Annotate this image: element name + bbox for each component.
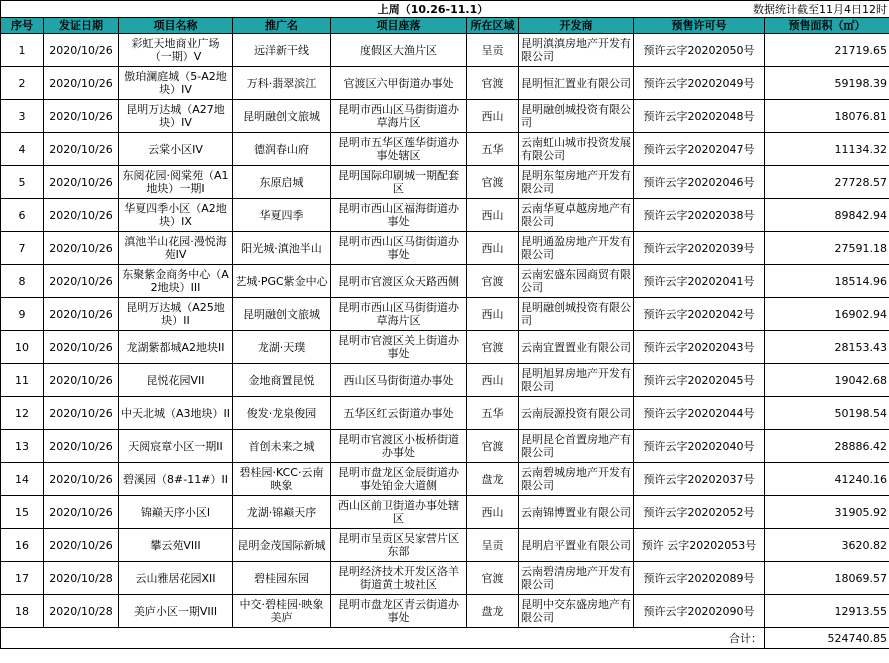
- cell-project[interactable]: 天阅宸章小区一期II: [119, 430, 233, 463]
- cell-developer[interactable]: 昆明融创城投资有限公司: [519, 298, 634, 331]
- cell-no[interactable]: 17: [1, 562, 44, 595]
- table-row: [1, 265, 889, 298]
- table-row: [1, 67, 889, 100]
- cell-district[interactable]: 官渡: [467, 166, 519, 199]
- cell-promo[interactable]: 远洋新干线: [233, 34, 331, 67]
- title-spacer-left: [1, 1, 233, 18]
- table-row: [1, 232, 889, 265]
- cell-permit[interactable]: 预许云字20202037号: [634, 463, 765, 496]
- cell-location[interactable]: 五华区红云街道办事处: [331, 397, 467, 430]
- table-row: [1, 133, 889, 166]
- cell-permit[interactable]: 预许云字20202049号: [634, 67, 765, 100]
- cell-district[interactable]: 西山: [467, 298, 519, 331]
- cell-district[interactable]: 呈贡: [467, 529, 519, 562]
- cell-location[interactable]: 昆明市官渡区关上街道办事处: [331, 331, 467, 364]
- cell-promo[interactable]: 艺城·PGC紫金中心: [233, 265, 331, 298]
- cell-no[interactable]: 4: [1, 133, 44, 166]
- table-row: [1, 496, 889, 529]
- cell-promo[interactable]: 东原启城: [233, 166, 331, 199]
- cell-area[interactable]: 19042.68: [765, 364, 889, 397]
- cell-developer[interactable]: 昆明启平置业有限公司: [519, 529, 634, 562]
- cell-promo[interactable]: 碧桂园·KCC·云南映象: [233, 463, 331, 496]
- cell-district[interactable]: 盘龙: [467, 595, 519, 628]
- col-header-date[interactable]: 发证日期: [44, 18, 119, 34]
- report-period-title: 上周（10.26-11.1）: [233, 1, 634, 18]
- col-header-developer[interactable]: 开发商: [519, 18, 634, 34]
- cell-date[interactable]: 2020/10/26: [44, 298, 119, 331]
- cell-district[interactable]: 官渡: [467, 562, 519, 595]
- cell-project[interactable]: 彩虹天地商业广场（一期）V: [119, 34, 233, 67]
- cell-date[interactable]: 2020/10/26: [44, 463, 119, 496]
- cell-developer[interactable]: 云南宏盛东园商贸有限公司: [519, 265, 634, 298]
- cell-promo[interactable]: 德润春山府: [233, 133, 331, 166]
- cell-permit[interactable]: 预许云字20202050号: [634, 34, 765, 67]
- cell-permit[interactable]: 预许 云字20202053号: [634, 529, 765, 562]
- total-row: [1, 628, 889, 649]
- cell-project[interactable]: 锦巅天序小区I: [119, 496, 233, 529]
- data-cutoff-note: 数据统计截至11月4日12时: [634, 1, 889, 18]
- cell-no[interactable]: 5: [1, 166, 44, 199]
- cell-permit[interactable]: 预许云字20202042号: [634, 298, 765, 331]
- cell-project[interactable]: 昆悦花园VII: [119, 364, 233, 397]
- cell-location[interactable]: 昆明市五华区莲华街道办事处辖区: [331, 133, 467, 166]
- cell-location[interactable]: 昆明市西山区福海街道办事处: [331, 199, 467, 232]
- cell-area[interactable]: 89842.94: [765, 199, 889, 232]
- cell-promo[interactable]: 昆明融创文旅城: [233, 298, 331, 331]
- cell-area[interactable]: 50198.54: [765, 397, 889, 430]
- cell-promo[interactable]: 俊发·龙泉俊园: [233, 397, 331, 430]
- cell-district[interactable]: 五华: [467, 397, 519, 430]
- cell-no[interactable]: 7: [1, 232, 44, 265]
- cell-no[interactable]: 16: [1, 529, 44, 562]
- cell-area[interactable]: 18514.96: [765, 265, 889, 298]
- table-row: [1, 34, 889, 67]
- cell-location[interactable]: 官渡区六甲街道办事处: [331, 67, 467, 100]
- cell-area[interactable]: 21719.65: [765, 34, 889, 67]
- cell-permit[interactable]: 预许云字20202044号: [634, 397, 765, 430]
- cell-no[interactable]: 14: [1, 463, 44, 496]
- col-header-no[interactable]: 序号: [1, 18, 44, 34]
- total-spacer: [1, 628, 634, 649]
- cell-area[interactable]: 59198.39: [765, 67, 889, 100]
- cell-developer[interactable]: 昆明旭昇房地产开发有限公司: [519, 364, 634, 397]
- cell-promo[interactable]: 首创未来之城: [233, 430, 331, 463]
- cell-no[interactable]: 9: [1, 298, 44, 331]
- cell-permit[interactable]: 预许云字20202046号: [634, 166, 765, 199]
- table-row: [1, 529, 889, 562]
- table-row: [1, 463, 889, 496]
- table-row: [1, 199, 889, 232]
- table-row: [1, 298, 889, 331]
- cell-developer[interactable]: 昆明恒汇置业有限公司: [519, 67, 634, 100]
- cell-no[interactable]: 1: [1, 34, 44, 67]
- cell-date[interactable]: 2020/10/28: [44, 595, 119, 628]
- cell-permit[interactable]: 预许云字20202039号: [634, 232, 765, 265]
- cell-developer[interactable]: 云南宜置置业有限公司: [519, 331, 634, 364]
- cell-no[interactable]: 11: [1, 364, 44, 397]
- table-row: [1, 595, 889, 628]
- cell-date[interactable]: 2020/10/26: [44, 430, 119, 463]
- cell-date[interactable]: 2020/10/26: [44, 67, 119, 100]
- cell-project[interactable]: 中天北城（A3地块）II: [119, 397, 233, 430]
- cell-district[interactable]: 盘龙: [467, 463, 519, 496]
- cell-project[interactable]: 东聚紫金商务中心（A2地块）III: [119, 265, 233, 298]
- cell-project[interactable]: 东阅花园·阅棠苑（A1地块）一期I: [119, 166, 233, 199]
- cell-developer[interactable]: 云南虹山城市投资发展有限公司: [519, 133, 634, 166]
- cell-project[interactable]: 攀云苑VIII: [119, 529, 233, 562]
- cell-project[interactable]: 昆明万达城（A27地块）IV: [119, 100, 233, 133]
- cell-date[interactable]: 2020/10/26: [44, 232, 119, 265]
- cell-no[interactable]: 10: [1, 331, 44, 364]
- cell-date[interactable]: 2020/10/26: [44, 166, 119, 199]
- cell-area[interactable]: 28153.43: [765, 331, 889, 364]
- cell-permit[interactable]: 预许云字20202047号: [634, 133, 765, 166]
- total-value[interactable]: 524740.85: [765, 628, 889, 649]
- cell-location[interactable]: 昆明市官渡区众天路西侧: [331, 265, 467, 298]
- cell-permit[interactable]: 预许云字20202048号: [634, 100, 765, 133]
- cell-permit[interactable]: 预许云字20202041号: [634, 265, 765, 298]
- cell-location[interactable]: 昆明市呈贡区吴家营片区东部: [331, 529, 467, 562]
- cell-area[interactable]: 31905.92: [765, 496, 889, 529]
- cell-date[interactable]: 2020/10/26: [44, 100, 119, 133]
- cell-location[interactable]: 昆明国际印刷城一期配套区: [331, 166, 467, 199]
- cell-project[interactable]: 云山雅居花园XII: [119, 562, 233, 595]
- cell-date[interactable]: 2020/10/28: [44, 562, 119, 595]
- cell-promo[interactable]: 龙湖·天璞: [233, 331, 331, 364]
- table-row: [1, 100, 889, 133]
- cell-developer[interactable]: 昆明通盈房地产开发有限公司: [519, 232, 634, 265]
- cell-developer[interactable]: 云南锦博置业有限公司: [519, 496, 634, 529]
- cell-no[interactable]: 6: [1, 199, 44, 232]
- cell-area[interactable]: 12913.55: [765, 595, 889, 628]
- cell-district[interactable]: 官渡: [467, 331, 519, 364]
- cell-developer[interactable]: 昆明滇滇房地产开发有限公司: [519, 34, 634, 67]
- cell-no[interactable]: 13: [1, 430, 44, 463]
- cell-date[interactable]: 2020/10/26: [44, 331, 119, 364]
- cell-project[interactable]: 昆明万达城（A25地块）II: [119, 298, 233, 331]
- cell-promo[interactable]: 华夏四季: [233, 199, 331, 232]
- cell-date[interactable]: 2020/10/26: [44, 529, 119, 562]
- col-header-location[interactable]: 项目座落: [331, 18, 467, 34]
- cell-project[interactable]: 滇池半山花园·漫悦海苑IV: [119, 232, 233, 265]
- cell-promo[interactable]: 龙湖·锦巅天序: [233, 496, 331, 529]
- cell-location[interactable]: 昆明经济技术开发区洛羊街道黄土坡社区: [331, 562, 467, 595]
- cell-no[interactable]: 2: [1, 67, 44, 100]
- cell-district[interactable]: 官渡: [467, 430, 519, 463]
- col-header-project[interactable]: 项目名称: [119, 18, 233, 34]
- cell-promo[interactable]: 万科·翡翠滨江: [233, 67, 331, 100]
- table-row: [1, 364, 889, 397]
- header-row: [1, 18, 889, 34]
- cell-promo[interactable]: 昆明金茂国际新城: [233, 529, 331, 562]
- cell-district[interactable]: 西山: [467, 232, 519, 265]
- total-label: 合计：: [634, 628, 765, 649]
- cell-no[interactable]: 18: [1, 595, 44, 628]
- cell-location[interactable]: 昆明市西山区马街街道办草海片区: [331, 100, 467, 133]
- cell-area[interactable]: 28886.42: [765, 430, 889, 463]
- col-header-permit[interactable]: 预售许可号: [634, 18, 765, 34]
- cell-project[interactable]: 龙湖紫都城A2地块II: [119, 331, 233, 364]
- cell-promo[interactable]: 中交·碧桂园·映象美庐: [233, 595, 331, 628]
- cell-location[interactable]: 昆明市西山区马街街道办事处: [331, 232, 467, 265]
- cell-date[interactable]: 2020/10/26: [44, 496, 119, 529]
- cell-developer[interactable]: 昆明昆仑首置房地产有限公司: [519, 430, 634, 463]
- cell-location[interactable]: 昆明市盘龙区青云街道办事处: [331, 595, 467, 628]
- cell-district[interactable]: 呈贡: [467, 34, 519, 67]
- cell-district[interactable]: 西山: [467, 199, 519, 232]
- cell-no[interactable]: 15: [1, 496, 44, 529]
- cell-location[interactable]: 西山区前卫街道办事处辖区: [331, 496, 467, 529]
- cell-permit[interactable]: 预许云字20202045号: [634, 364, 765, 397]
- cell-location[interactable]: 西山区马街街道办事处: [331, 364, 467, 397]
- cell-area[interactable]: 27728.57: [765, 166, 889, 199]
- cell-area[interactable]: 27591.18: [765, 232, 889, 265]
- cell-developer[interactable]: 云南华夏卓越房地产有限公司: [519, 199, 634, 232]
- cell-area[interactable]: 18069.57: [765, 562, 889, 595]
- cell-district[interactable]: 五华: [467, 133, 519, 166]
- cell-area[interactable]: 3620.82: [765, 529, 889, 562]
- cell-promo[interactable]: 昆明融创文旅城: [233, 100, 331, 133]
- cell-no[interactable]: 8: [1, 265, 44, 298]
- cell-developer[interactable]: 云南碧清房地产开发有限公司: [519, 562, 634, 595]
- cell-date[interactable]: 2020/10/26: [44, 199, 119, 232]
- cell-developer[interactable]: 昆明中交东盛房地产有限公司: [519, 595, 634, 628]
- cell-area[interactable]: 41240.16: [765, 463, 889, 496]
- table-row: [1, 331, 889, 364]
- cell-promo[interactable]: 金地商置昆悦: [233, 364, 331, 397]
- cell-project[interactable]: 美庐小区一期VIII: [119, 595, 233, 628]
- cell-district[interactable]: 西山: [467, 496, 519, 529]
- col-header-area[interactable]: 预售面积（㎡）: [765, 18, 889, 34]
- cell-developer[interactable]: 昆明融创城投资有限公司: [519, 100, 634, 133]
- cell-promo[interactable]: 碧桂园东园: [233, 562, 331, 595]
- cell-date[interactable]: 2020/10/26: [44, 397, 119, 430]
- cell-district[interactable]: 官渡: [467, 265, 519, 298]
- cell-permit[interactable]: 预许云字20202089号: [634, 562, 765, 595]
- cell-developer[interactable]: 昆明东玺房地产开发有限公司: [519, 166, 634, 199]
- cell-permit[interactable]: 预许云字20202052号: [634, 496, 765, 529]
- table-row: [1, 166, 889, 199]
- cell-date[interactable]: 2020/10/26: [44, 133, 119, 166]
- cell-district[interactable]: 西山: [467, 100, 519, 133]
- cell-area[interactable]: 18076.81: [765, 100, 889, 133]
- cell-location[interactable]: 昆明市盘龙区金辰街道办事处铂金大道侧: [331, 463, 467, 496]
- cell-project[interactable]: 云棠小区IV: [119, 133, 233, 166]
- table-row: [1, 397, 889, 430]
- cell-no[interactable]: 3: [1, 100, 44, 133]
- cell-area[interactable]: 11134.32: [765, 133, 889, 166]
- cell-location[interactable]: 昆明市西山区马街街道办草海片区: [331, 298, 467, 331]
- cell-district[interactable]: 官渡: [467, 67, 519, 100]
- cell-no[interactable]: 12: [1, 397, 44, 430]
- cell-promo[interactable]: 阳光城·滇池半山: [233, 232, 331, 265]
- col-header-promo[interactable]: 推广名: [233, 18, 331, 34]
- cell-permit[interactable]: 预许云字20202090号: [634, 595, 765, 628]
- cell-date[interactable]: 2020/10/26: [44, 34, 119, 67]
- cell-location[interactable]: 昆明市官渡区小板桥街道办事处: [331, 430, 467, 463]
- cell-project[interactable]: 碧溪园（8#-11#）II: [119, 463, 233, 496]
- cell-date[interactable]: 2020/10/26: [44, 265, 119, 298]
- cell-developer[interactable]: 云南碧城房地产开发有限公司: [519, 463, 634, 496]
- cell-area[interactable]: 16902.94: [765, 298, 889, 331]
- table-row: [1, 562, 889, 595]
- cell-location[interactable]: 度假区大渔片区: [331, 34, 467, 67]
- col-header-district[interactable]: 所在区域: [467, 18, 519, 34]
- cell-project[interactable]: 华夏四季小区（A2地块）IX: [119, 199, 233, 232]
- cell-permit[interactable]: 预许云字20202043号: [634, 331, 765, 364]
- title-row: [1, 1, 889, 18]
- cell-date[interactable]: 2020/10/26: [44, 364, 119, 397]
- cell-permit[interactable]: 预许云字20202038号: [634, 199, 765, 232]
- table-row: [1, 430, 889, 463]
- cell-project[interactable]: 傲珀澜庭城（5-A2地块）IV: [119, 67, 233, 100]
- cell-district[interactable]: 西山: [467, 364, 519, 397]
- cell-developer[interactable]: 云南辰源投资有限公司: [519, 397, 634, 430]
- cell-permit[interactable]: 预许云字20202040号: [634, 430, 765, 463]
